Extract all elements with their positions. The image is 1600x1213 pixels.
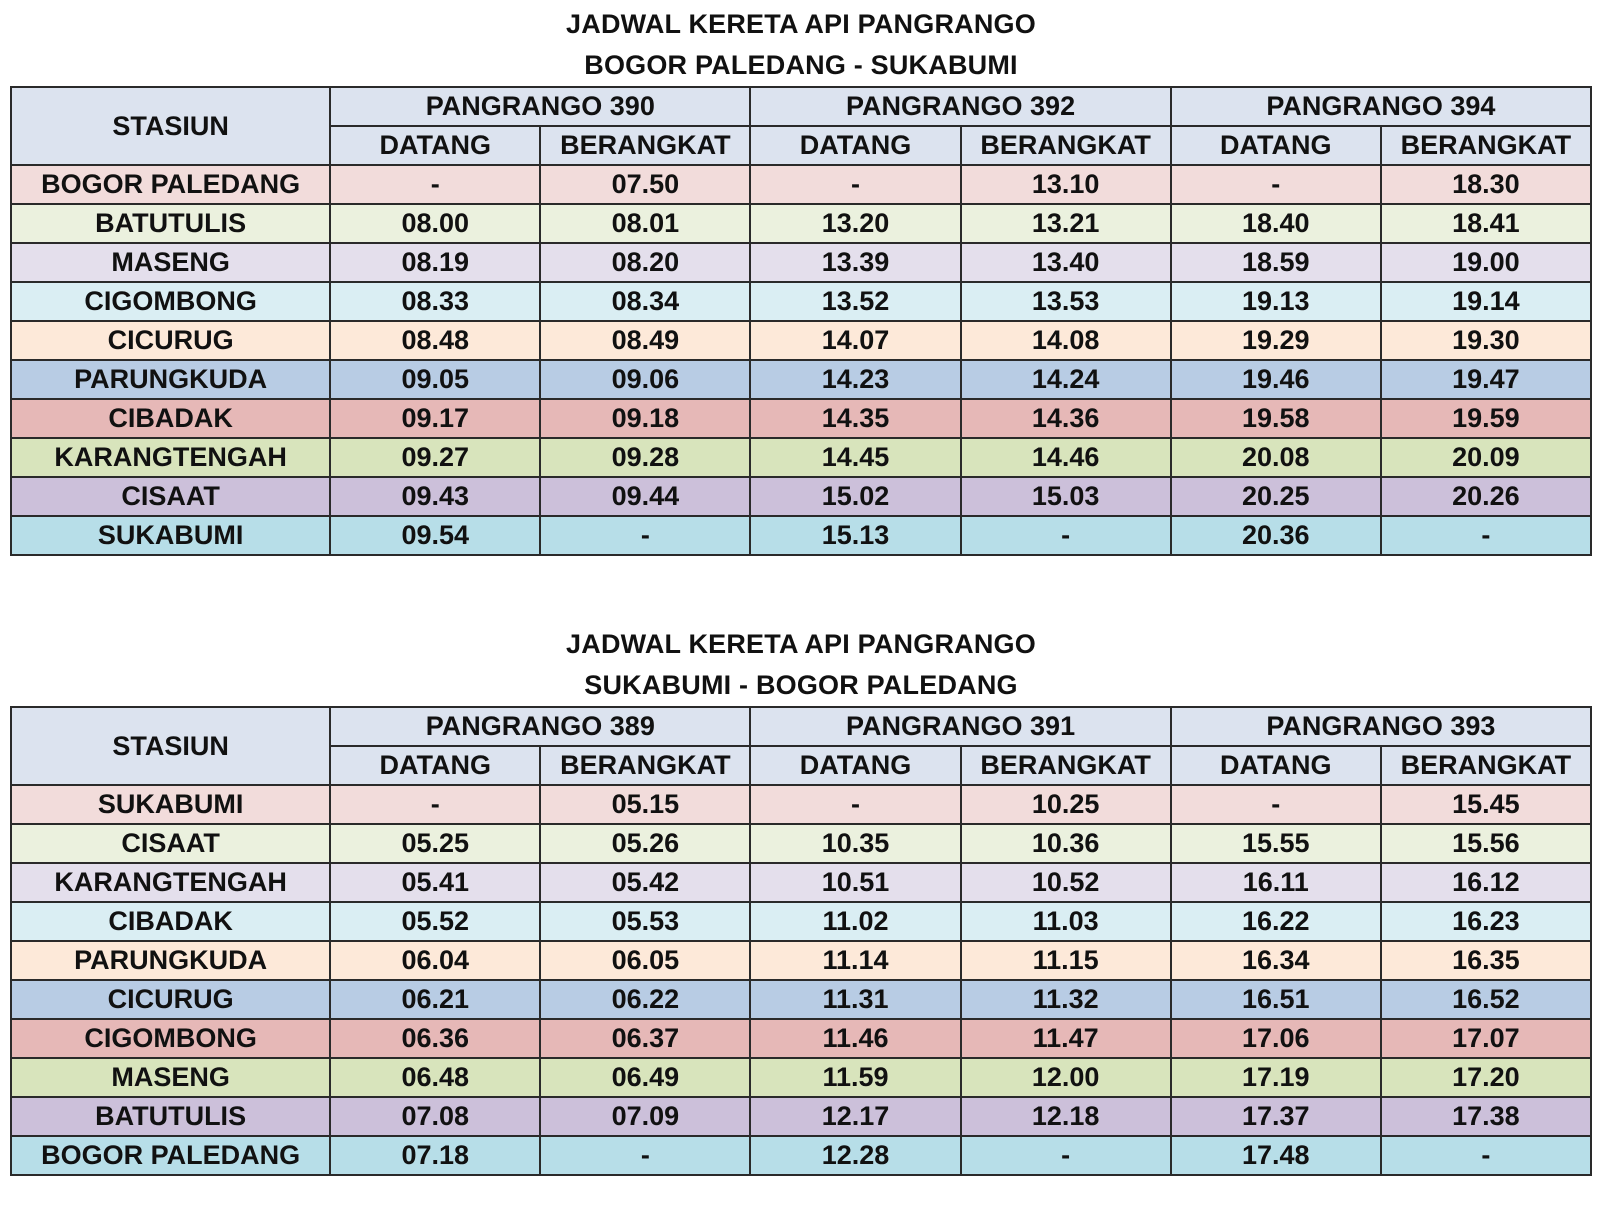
arrival-time: 10.35: [750, 824, 960, 863]
departure-time: 14.46: [961, 438, 1171, 477]
departure-time: 13.40: [961, 243, 1171, 282]
departure-time: -: [1381, 1136, 1591, 1175]
departure-time: 15.03: [961, 477, 1171, 516]
station-name: PARUNGKUDA: [11, 941, 330, 980]
schedule-body: [11, 165, 1591, 555]
table-row: [11, 399, 1591, 438]
table-row: [11, 863, 1591, 902]
departure-time: 11.47: [961, 1019, 1171, 1058]
arrival-time: 18.59: [1171, 243, 1381, 282]
arrival-time: 14.23: [750, 360, 960, 399]
table-row: [11, 516, 1591, 555]
depart-header: BERANGKAT: [540, 746, 750, 785]
departure-time: 07.50: [540, 165, 750, 204]
arrival-time: -: [330, 165, 540, 204]
arrival-time: 14.45: [750, 438, 960, 477]
arrival-time: 20.08: [1171, 438, 1381, 477]
arrival-time: 09.17: [330, 399, 540, 438]
table-row: [11, 204, 1591, 243]
arrival-time: 16.11: [1171, 863, 1381, 902]
departure-time: -: [540, 1136, 750, 1175]
train-header: PANGRANGO 390: [330, 87, 750, 126]
arrival-time: 11.02: [750, 902, 960, 941]
departure-time: 15.56: [1381, 824, 1591, 863]
station-name: PARUNGKUDA: [11, 360, 330, 399]
departure-time: 06.05: [540, 941, 750, 980]
arrival-time: 17.37: [1171, 1097, 1381, 1136]
station-name: CICURUG: [11, 980, 330, 1019]
departure-time: 20.26: [1381, 477, 1591, 516]
departure-time: 10.36: [961, 824, 1171, 863]
table-row: [11, 1136, 1591, 1175]
departure-time: 13.10: [961, 165, 1171, 204]
departure-time: 15.45: [1381, 785, 1591, 824]
arrive-header: DATANG: [750, 126, 960, 165]
arrival-time: 08.00: [330, 204, 540, 243]
arrival-time: 12.17: [750, 1097, 960, 1136]
departure-time: 08.49: [540, 321, 750, 360]
station-name: SUKABUMI: [11, 516, 330, 555]
depart-header: BERANGKAT: [1381, 126, 1591, 165]
arrival-time: 17.48: [1171, 1136, 1381, 1175]
arrival-time: 18.40: [1171, 204, 1381, 243]
arrival-time: 20.36: [1171, 516, 1381, 555]
arrival-time: 05.25: [330, 824, 540, 863]
departure-time: 16.12: [1381, 863, 1591, 902]
station-name: KARANGTENGAH: [11, 438, 330, 477]
depart-header: BERANGKAT: [961, 746, 1171, 785]
table-row: [11, 165, 1591, 204]
arrival-time: -: [330, 785, 540, 824]
arrival-time: 05.52: [330, 902, 540, 941]
departure-time: 16.52: [1381, 980, 1591, 1019]
departure-time: 08.20: [540, 243, 750, 282]
departure-time: 09.06: [540, 360, 750, 399]
departure-time: 12.00: [961, 1058, 1171, 1097]
station-name: BOGOR PALEDANG: [11, 165, 330, 204]
station-name: SUKABUMI: [11, 785, 330, 824]
arrival-time: 08.33: [330, 282, 540, 321]
arrival-time: 11.59: [750, 1058, 960, 1097]
departure-time: 17.20: [1381, 1058, 1591, 1097]
arrive-header: DATANG: [1171, 746, 1381, 785]
arrival-time: 13.39: [750, 243, 960, 282]
arrival-time: 16.51: [1171, 980, 1381, 1019]
departure-time: 19.14: [1381, 282, 1591, 321]
arrival-time: -: [1171, 165, 1381, 204]
arrival-time: 17.06: [1171, 1019, 1381, 1058]
arrival-time: 08.19: [330, 243, 540, 282]
departure-time: 14.08: [961, 321, 1171, 360]
arrival-time: 06.48: [330, 1058, 540, 1097]
table-row: [11, 980, 1591, 1019]
arrival-time: 19.29: [1171, 321, 1381, 360]
schedule-route: SUKABUMI - BOGOR PALEDANG: [584, 670, 1018, 700]
arrival-time: -: [1171, 785, 1381, 824]
arrival-time: 05.41: [330, 863, 540, 902]
depart-header: BERANGKAT: [961, 126, 1171, 165]
table-row: [11, 438, 1591, 477]
departure-time: 11.03: [961, 902, 1171, 941]
station-name: CIGOMBONG: [11, 282, 330, 321]
departure-time: 09.44: [540, 477, 750, 516]
table-row: [11, 243, 1591, 282]
arrival-time: 13.52: [750, 282, 960, 321]
arrival-time: 19.58: [1171, 399, 1381, 438]
station-name: CICURUG: [11, 321, 330, 360]
departure-time: 11.15: [961, 941, 1171, 980]
departure-time: 13.21: [961, 204, 1171, 243]
departure-time: 05.53: [540, 902, 750, 941]
arrival-time: 09.27: [330, 438, 540, 477]
departure-time: 06.37: [540, 1019, 750, 1058]
station-name: BATUTULIS: [11, 1097, 330, 1136]
departure-time: 19.30: [1381, 321, 1591, 360]
arrive-header: DATANG: [750, 746, 960, 785]
arrival-time: 11.46: [750, 1019, 960, 1058]
departure-time: 18.30: [1381, 165, 1591, 204]
arrival-time: 10.51: [750, 863, 960, 902]
station-name: BOGOR PALEDANG: [11, 1136, 330, 1175]
departure-time: 09.18: [540, 399, 750, 438]
arrival-time: 19.13: [1171, 282, 1381, 321]
train-header: PANGRANGO 391: [750, 707, 1170, 746]
departure-time: 19.47: [1381, 360, 1591, 399]
departure-time: 19.00: [1381, 243, 1591, 282]
arrival-time: 20.25: [1171, 477, 1381, 516]
departure-time: -: [961, 1136, 1171, 1175]
table-row: [11, 477, 1591, 516]
departure-time: 11.32: [961, 980, 1171, 1019]
arrival-time: 06.04: [330, 941, 540, 980]
departure-time: 09.28: [540, 438, 750, 477]
arrival-time: 14.07: [750, 321, 960, 360]
arrival-time: 08.48: [330, 321, 540, 360]
departure-time: 08.01: [540, 204, 750, 243]
departure-time: 16.23: [1381, 902, 1591, 941]
departure-time: 14.24: [961, 360, 1171, 399]
table-row: [11, 902, 1591, 941]
departure-time: 05.42: [540, 863, 750, 902]
departure-time: 16.35: [1381, 941, 1591, 980]
arrival-time: 19.46: [1171, 360, 1381, 399]
train-header: PANGRANGO 393: [1171, 707, 1591, 746]
departure-time: -: [961, 516, 1171, 555]
arrival-time: 15.13: [750, 516, 960, 555]
station-name: KARANGTENGAH: [11, 863, 330, 902]
arrival-time: 11.31: [750, 980, 960, 1019]
train-header: PANGRANGO 389: [330, 707, 750, 746]
schedule-route: BOGOR PALEDANG - SUKABUMI: [584, 50, 1018, 80]
arrival-time: 07.08: [330, 1097, 540, 1136]
table-row: [11, 321, 1591, 360]
departure-time: 06.22: [540, 980, 750, 1019]
departure-time: 19.59: [1381, 399, 1591, 438]
arrival-time: 15.55: [1171, 824, 1381, 863]
departure-time: 18.41: [1381, 204, 1591, 243]
departure-time: 17.07: [1381, 1019, 1591, 1058]
arrival-time: 13.20: [750, 204, 960, 243]
table-row: [11, 360, 1591, 399]
arrival-time: 06.21: [330, 980, 540, 1019]
arrival-time: 09.54: [330, 516, 540, 555]
departure-time: -: [540, 516, 750, 555]
schedule-title: JADWAL KERETA API PANGRANGO: [566, 629, 1036, 659]
schedule-table: [10, 706, 1592, 1176]
arrive-header: DATANG: [1171, 126, 1381, 165]
schedule-title: JADWAL KERETA API PANGRANGO: [566, 9, 1036, 39]
departure-time: 10.52: [961, 863, 1171, 902]
departure-time: 05.26: [540, 824, 750, 863]
station-name: CISAAT: [11, 477, 330, 516]
depart-header: BERANGKAT: [1381, 746, 1591, 785]
station-name: MASENG: [11, 243, 330, 282]
station-header: STASIUN: [11, 87, 330, 165]
station-name: CIBADAK: [11, 902, 330, 941]
station-name: CISAAT: [11, 824, 330, 863]
table-row: [11, 1019, 1591, 1058]
table-row: [11, 1097, 1591, 1136]
departure-time: 06.49: [540, 1058, 750, 1097]
table-row: [11, 785, 1591, 824]
station-name: MASENG: [11, 1058, 330, 1097]
schedule-bogor-sukabumi: [10, 4, 1592, 556]
arrival-time: 07.18: [330, 1136, 540, 1175]
schedule-table: [10, 86, 1592, 556]
station-name: CIGOMBONG: [11, 1019, 330, 1058]
arrive-header: DATANG: [330, 126, 540, 165]
depart-header: BERANGKAT: [540, 126, 750, 165]
train-header: PANGRANGO 394: [1171, 87, 1591, 126]
station-name: CIBADAK: [11, 399, 330, 438]
arrival-time: -: [750, 785, 960, 824]
departure-time: 08.34: [540, 282, 750, 321]
arrival-time: 16.22: [1171, 902, 1381, 941]
departure-time: 05.15: [540, 785, 750, 824]
departure-time: 17.38: [1381, 1097, 1591, 1136]
table-row: [11, 1058, 1591, 1097]
departure-time: 07.09: [540, 1097, 750, 1136]
arrival-time: 09.43: [330, 477, 540, 516]
table-row: [11, 824, 1591, 863]
station-name: BATUTULIS: [11, 204, 330, 243]
arrival-time: 16.34: [1171, 941, 1381, 980]
departure-time: 10.25: [961, 785, 1171, 824]
arrival-time: 09.05: [330, 360, 540, 399]
table-row: [11, 941, 1591, 980]
table-row: [11, 282, 1591, 321]
arrival-time: 15.02: [750, 477, 960, 516]
departure-time: -: [1381, 516, 1591, 555]
arrive-header: DATANG: [330, 746, 540, 785]
departure-time: 14.36: [961, 399, 1171, 438]
arrival-time: 06.36: [330, 1019, 540, 1058]
arrival-time: 12.28: [750, 1136, 960, 1175]
arrival-time: 17.19: [1171, 1058, 1381, 1097]
schedule-body: [11, 785, 1591, 1175]
arrival-time: 11.14: [750, 941, 960, 980]
arrival-time: -: [750, 165, 960, 204]
departure-time: 12.18: [961, 1097, 1171, 1136]
arrival-time: 14.35: [750, 399, 960, 438]
schedule-sukabumi-bogor: [10, 624, 1592, 1176]
departure-time: 20.09: [1381, 438, 1591, 477]
train-header: PANGRANGO 392: [750, 87, 1170, 126]
station-header: STASIUN: [11, 707, 330, 785]
departure-time: 13.53: [961, 282, 1171, 321]
